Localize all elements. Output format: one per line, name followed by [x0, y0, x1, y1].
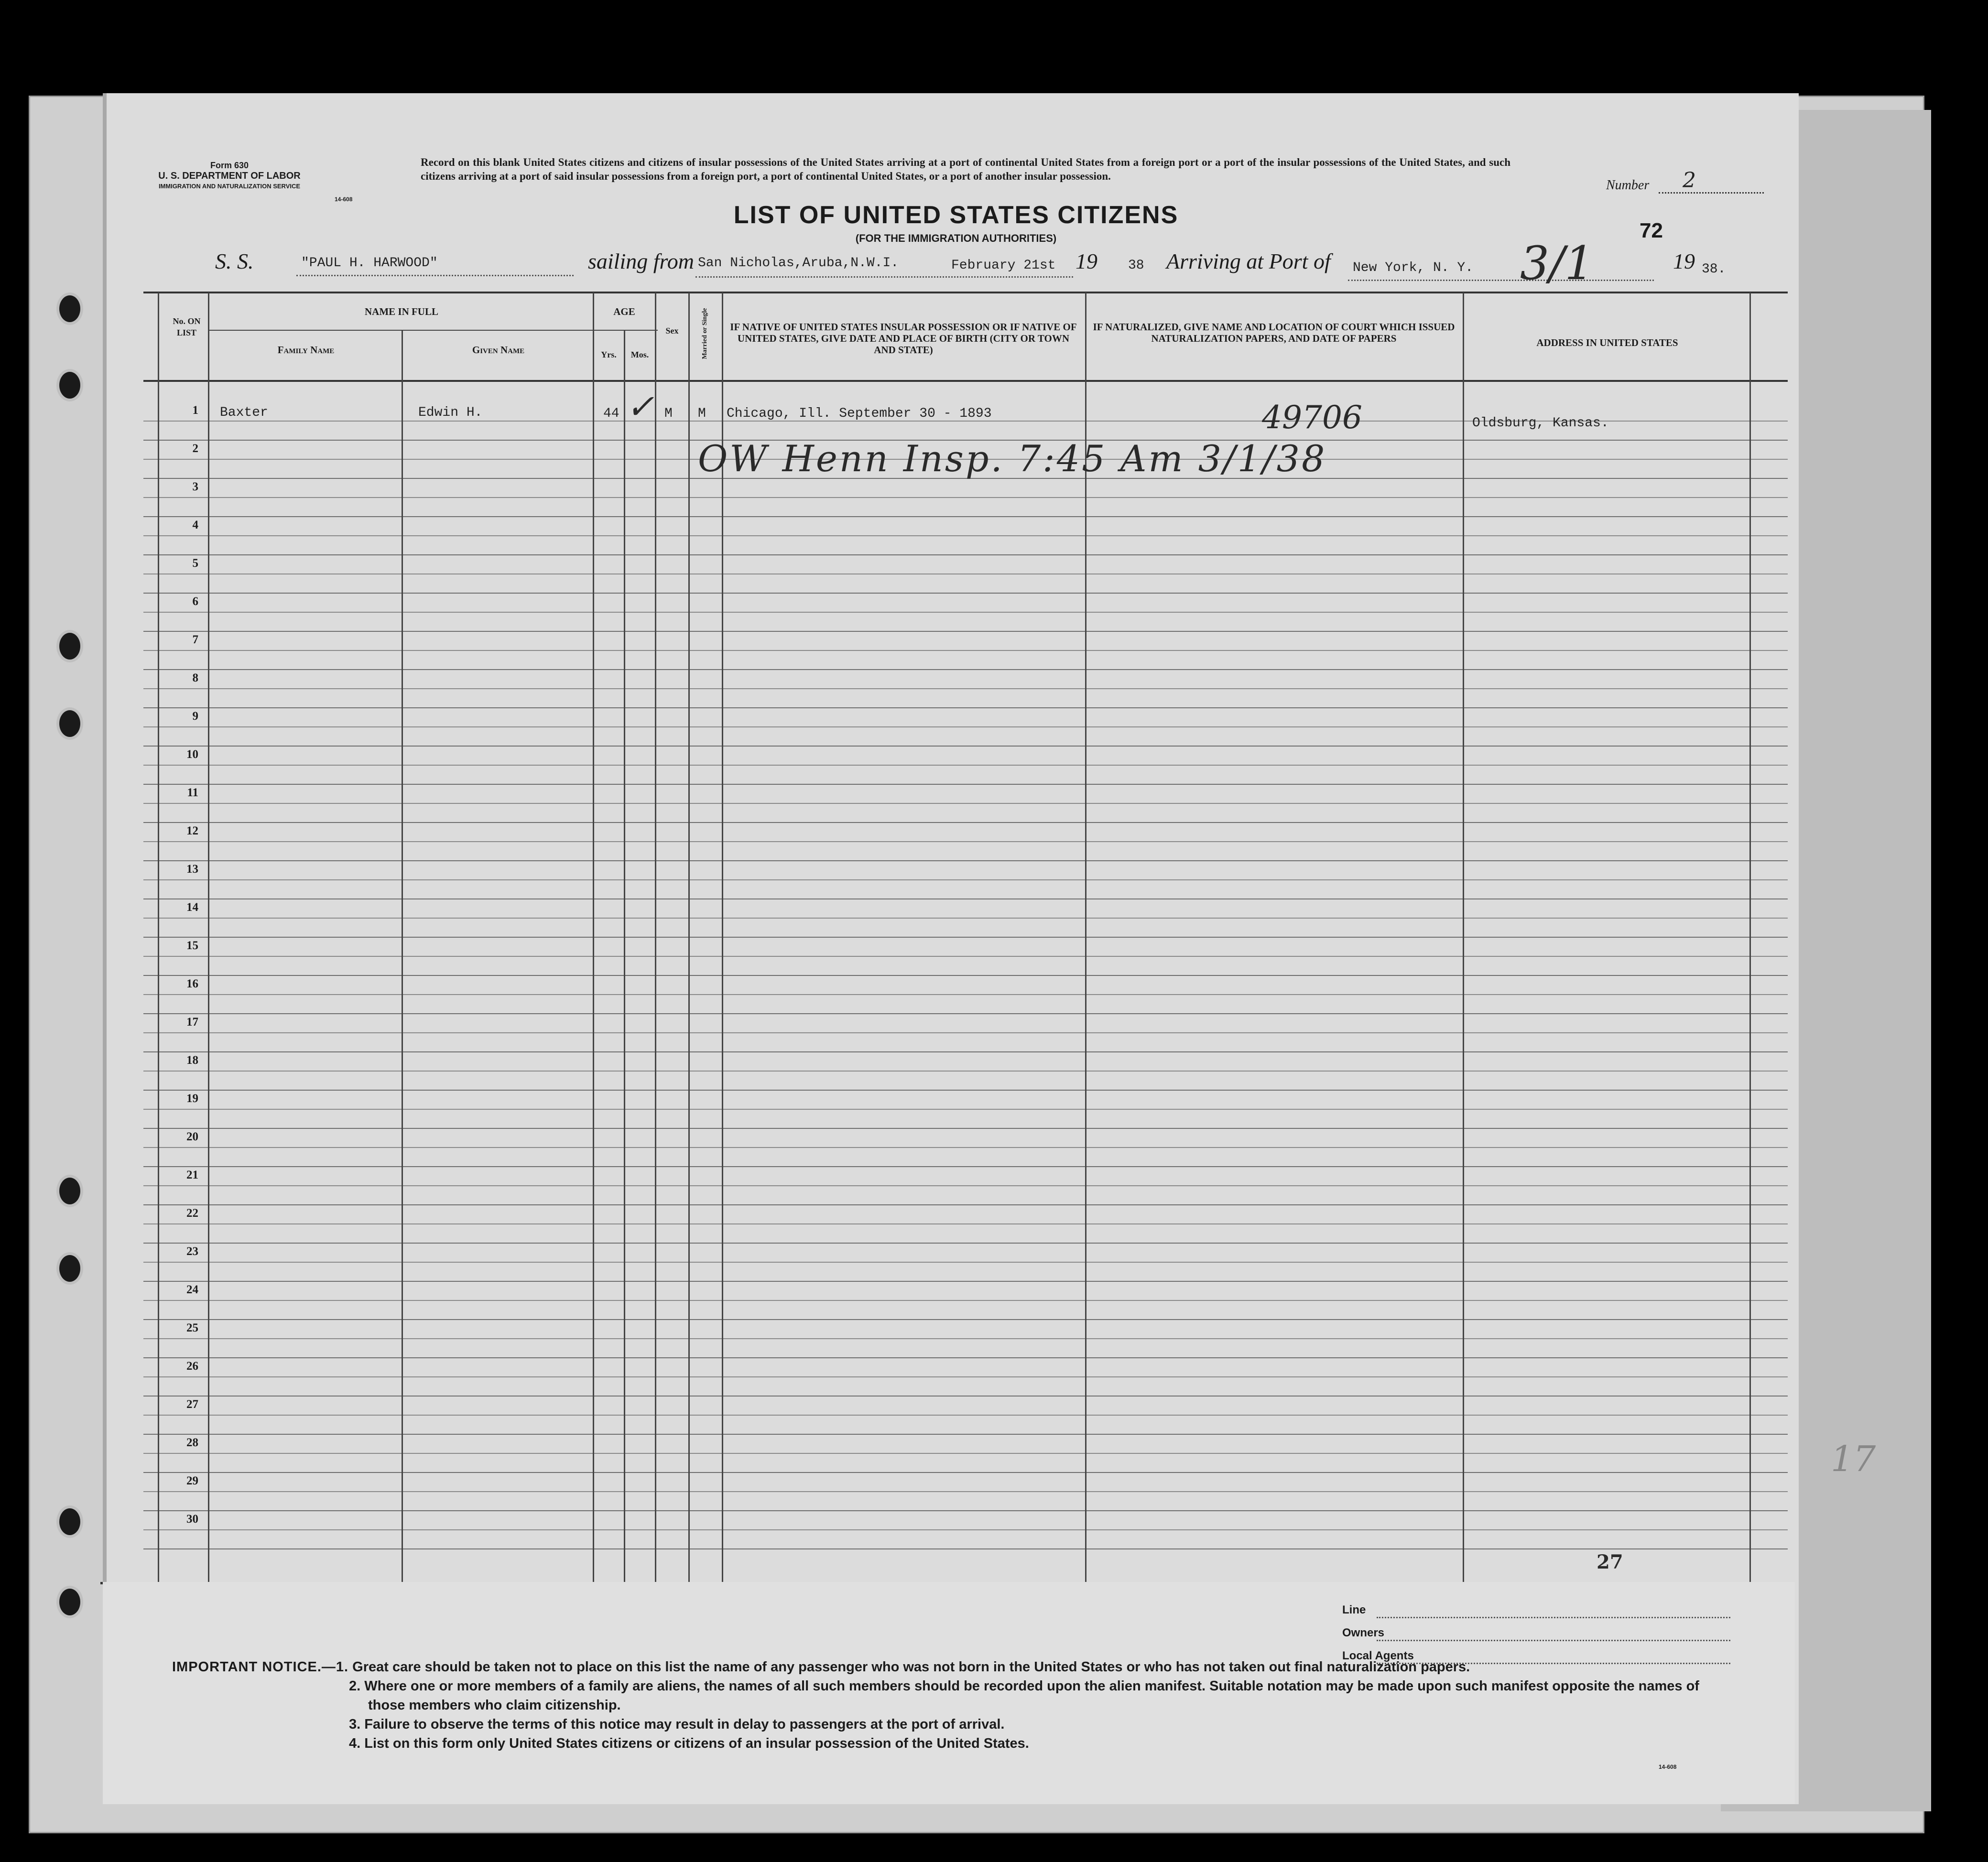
header-no-on-list: No. ON LIST — [173, 316, 201, 337]
entry-family-name: Baxter — [220, 405, 268, 420]
row-number: 7 — [192, 633, 198, 646]
table-top-rule — [143, 292, 1788, 293]
entry-marital: M — [698, 406, 706, 421]
important-notice — [172, 1657, 1740, 1753]
entry-sex: M — [664, 406, 673, 421]
page-count: 27 — [1597, 1551, 1623, 1573]
entry-age-years: 44 — [603, 406, 619, 421]
signature-label: Owners — [1342, 1626, 1385, 1639]
checkmark-icon: ✓ — [626, 387, 654, 426]
header-yrs: Yrs. — [601, 350, 617, 359]
col-rule — [158, 292, 159, 1582]
ruled-line — [143, 631, 1788, 632]
arrival-date: 3/1 — [1520, 237, 1594, 290]
ruled-line — [143, 1548, 1788, 1549]
binder-hole — [56, 1586, 83, 1618]
signature-label: Line — [1342, 1603, 1366, 1616]
notice-item-1 — [172, 1657, 1740, 1677]
ruled-line — [143, 1243, 1788, 1244]
arriving-label: Arriving at Port of — [1166, 249, 1331, 273]
port-from: San Nicholas,Aruba,N.W.I. — [698, 256, 899, 271]
ship-name: "PAUL H. HARWOOD" — [301, 256, 438, 271]
ruled-line — [143, 1185, 1788, 1186]
binder-hole — [56, 1252, 83, 1285]
header-given-name: Given Name — [472, 344, 525, 356]
header-family-name: Family Name — [277, 344, 335, 356]
sailing-label: sailing from — [588, 249, 694, 273]
row-number: 25 — [186, 1321, 198, 1334]
row-number: 9 — [192, 710, 198, 723]
ruled-line — [143, 650, 1788, 651]
signature-line — [1377, 1617, 1730, 1618]
number-label: Number — [1606, 178, 1650, 193]
intro-text: Record on this blank United States citizens and citizens of insular possessions of the United States arriving at a port of continental United States from a foreign port or a port of the insular possessions of the United States, and such citizens arriving at a port of said insular possessions from a foreign port, a port of continental United States, or a port of another insular possession. — [421, 156, 1510, 182]
header-naturalized: IF NATURALIZED, GIVE NAME AND LOCATION OF COURT WHICH ISSUED NATURALIZATION PAPERS, AND DATE OF PAPERS — [1093, 321, 1455, 344]
row-number: 16 — [186, 977, 198, 990]
binder-hole — [56, 1505, 83, 1538]
row-number: 1 — [192, 404, 198, 417]
notice-text-3: Failure to observe the terms of this notice may result in delay to passengers at the port of arrival. — [364, 1717, 1005, 1732]
notice-heading: IMPORTANT NOTICE.—1. — [172, 1659, 349, 1675]
ruled-line — [143, 1300, 1788, 1301]
ruled-line — [143, 516, 1788, 517]
row-number: 10 — [186, 748, 198, 761]
header-subrule — [209, 330, 658, 331]
binder-hole — [56, 1175, 83, 1207]
row-number: 26 — [186, 1360, 198, 1373]
ruled-line — [143, 803, 1788, 804]
ruled-line — [143, 937, 1788, 938]
form-identification — [129, 160, 330, 192]
ruled-line — [143, 1376, 1788, 1377]
header-birthplace: IF NATIVE OF UNITED STATES INSULAR POSSESSION OR IF NATIVE OF UNITED STATES, GIVE DATE AND PLACE OF BIRTH (CITY OR TOWN AND STATE) — [730, 321, 1077, 356]
binder-hole — [56, 292, 83, 325]
ruled-line — [143, 879, 1788, 880]
row-number: 19 — [186, 1092, 198, 1105]
ruled-line — [143, 918, 1788, 919]
ruled-line — [143, 593, 1788, 594]
row-number: 15 — [186, 939, 198, 952]
col-rule — [208, 292, 209, 1582]
ruled-line — [143, 1281, 1788, 1282]
signature-line — [1377, 1640, 1730, 1641]
sailing-dotline — [695, 276, 1073, 278]
entry-naturalization-number: 49706 — [1262, 399, 1362, 436]
ruled-line — [143, 1529, 1788, 1530]
ruled-line — [143, 1051, 1788, 1052]
port-to: New York, N. Y. — [1353, 260, 1474, 275]
row-number: 14 — [186, 901, 198, 914]
ruled-line — [143, 1415, 1788, 1416]
ship-dotline — [296, 275, 574, 276]
binder-hole — [56, 630, 83, 662]
notice-number-3: 3. — [349, 1717, 361, 1732]
col-rule — [655, 292, 656, 1582]
col-rule — [1463, 292, 1464, 1582]
row-number: 18 — [186, 1054, 198, 1067]
row-number: 27 — [186, 1398, 198, 1411]
ruled-line — [143, 860, 1788, 861]
notice-text-2: Where one or more members of a family are aliens, the names of all such members should be recorded upon the alien manifest. Suitable notation may be made upon such manifest opposite the names of those members who claim citizenship. — [364, 1678, 1699, 1713]
entry-address: Oldsburg, Kansas. — [1472, 416, 1609, 431]
ruled-line — [143, 822, 1788, 823]
ruled-line — [143, 1032, 1788, 1033]
row-number: 20 — [186, 1130, 198, 1143]
ruled-line — [143, 707, 1788, 708]
notice-item-4 — [172, 1734, 1740, 1753]
header-mos: Mos. — [630, 350, 649, 359]
col-rule — [1085, 292, 1086, 1582]
year-prefix: 19 — [1075, 249, 1097, 273]
ruled-line — [143, 1472, 1788, 1473]
ruled-line — [143, 497, 1788, 498]
ruled-line — [143, 1262, 1788, 1263]
row-number: 28 — [186, 1436, 198, 1449]
port-dotline — [1348, 280, 1654, 281]
header-bottom-rule — [143, 380, 1788, 382]
ruled-line — [143, 1166, 1788, 1167]
ruled-line — [143, 1319, 1788, 1320]
ruled-line — [143, 975, 1788, 976]
ruled-line — [143, 1071, 1788, 1072]
ruled-line — [143, 1147, 1788, 1148]
ruled-line — [143, 1491, 1788, 1492]
number-value: 2 — [1683, 168, 1696, 193]
binder-hole — [56, 369, 83, 401]
signature-label: Local Agents — [1342, 1649, 1414, 1662]
ruled-line — [143, 765, 1788, 766]
col-rule — [1749, 292, 1751, 1582]
ruled-line — [143, 746, 1788, 747]
number-line — [1659, 192, 1764, 194]
ruled-line — [143, 956, 1788, 957]
row-number: 13 — [186, 863, 198, 876]
year-from: 38 — [1128, 258, 1144, 273]
inspection-note: OW Henn Insp. 7:45 Am 3/1/38 — [698, 437, 1327, 480]
row-number: 5 — [192, 557, 198, 570]
row-number: 23 — [186, 1245, 198, 1258]
margin-note: 17 — [1831, 1439, 1876, 1480]
ruled-line — [143, 1338, 1788, 1339]
notice-number-2: 2. — [349, 1678, 361, 1694]
entry-birth: Chicago, Ill. September 30 - 1893 — [727, 406, 992, 421]
ruled-line — [143, 1453, 1788, 1454]
row-number: 21 — [186, 1169, 198, 1181]
ruled-line — [143, 726, 1788, 727]
ruled-line — [143, 669, 1788, 670]
binder-hole — [56, 707, 83, 740]
ruled-line — [143, 1510, 1788, 1511]
col-rule — [624, 330, 625, 1582]
ruled-line — [143, 554, 1788, 555]
header-married-single: Married or Single — [701, 308, 708, 359]
form-number: Form 630 — [210, 161, 249, 170]
ruled-line — [143, 784, 1788, 785]
ruled-line — [143, 1357, 1788, 1358]
row-number: 17 — [186, 1016, 198, 1028]
row-number: 4 — [192, 519, 198, 531]
stamp-number: 72 — [1640, 219, 1663, 242]
row-number: 6 — [192, 595, 198, 608]
notice-number-4: 4. — [349, 1736, 361, 1751]
header-name-in-full: NAME IN FULL — [364, 306, 438, 317]
ruled-line — [143, 535, 1788, 536]
ruled-line — [143, 688, 1788, 689]
year-to: 38. — [1702, 262, 1726, 277]
notice-text-4: List on this form only United States citizens or citizens of an insular possession of the United States. — [364, 1736, 1029, 1751]
footer-print-code: 14-608 — [1659, 1764, 1677, 1770]
ruled-line — [143, 1223, 1788, 1224]
entry-given-name: Edwin H. — [418, 405, 483, 420]
page-title: LIST OF UNITED STATES CITIZENS — [733, 201, 1179, 229]
row-number: 8 — [192, 671, 198, 684]
row-number: 12 — [186, 824, 198, 837]
header-sex: Sex — [665, 326, 679, 336]
ruled-line — [143, 994, 1788, 995]
row-number: 2 — [192, 442, 198, 455]
row-number: 3 — [192, 480, 198, 493]
page-subtitle: (FOR THE IMMIGRATION AUTHORITIES) — [855, 232, 1057, 244]
col-rule — [593, 292, 594, 1582]
ruled-line — [143, 1434, 1788, 1435]
ruled-line — [143, 1109, 1788, 1110]
notice-item-2 — [172, 1677, 1740, 1715]
header-age: AGE — [613, 306, 635, 317]
ruled-line — [143, 1128, 1788, 1129]
date-from: February 21st — [951, 258, 1056, 273]
row-number: 11 — [187, 786, 198, 799]
service-name: IMMIGRATION AND NATURALIZATION SERVICE — [158, 183, 301, 190]
ruled-line — [143, 1013, 1788, 1014]
col-rule — [688, 292, 690, 1582]
notice-item-3 — [172, 1715, 1740, 1734]
ruled-line — [143, 1090, 1788, 1091]
ruled-line — [143, 841, 1788, 842]
row-number: 24 — [186, 1283, 198, 1296]
col-rule — [722, 292, 723, 1582]
year-to-prefix: 19 — [1673, 249, 1695, 273]
department-name: U. S. DEPARTMENT OF LABOR — [158, 171, 301, 181]
header-address: ADDRESS IN UNITED STATES — [1536, 337, 1678, 348]
col-rule — [402, 330, 403, 1582]
print-code: 14-608 — [335, 196, 353, 203]
row-number: 30 — [186, 1513, 198, 1526]
row-number: 22 — [186, 1207, 198, 1220]
notice-text-1: Great care should be taken not to place on this list the name of any passenger who was not born in the United States or who has not taken out final naturalization papers. — [352, 1659, 1470, 1675]
ss-label: S. S. — [215, 249, 254, 273]
ruled-line — [143, 1204, 1788, 1205]
ruled-line — [143, 612, 1788, 613]
row-number: 29 — [186, 1474, 198, 1487]
